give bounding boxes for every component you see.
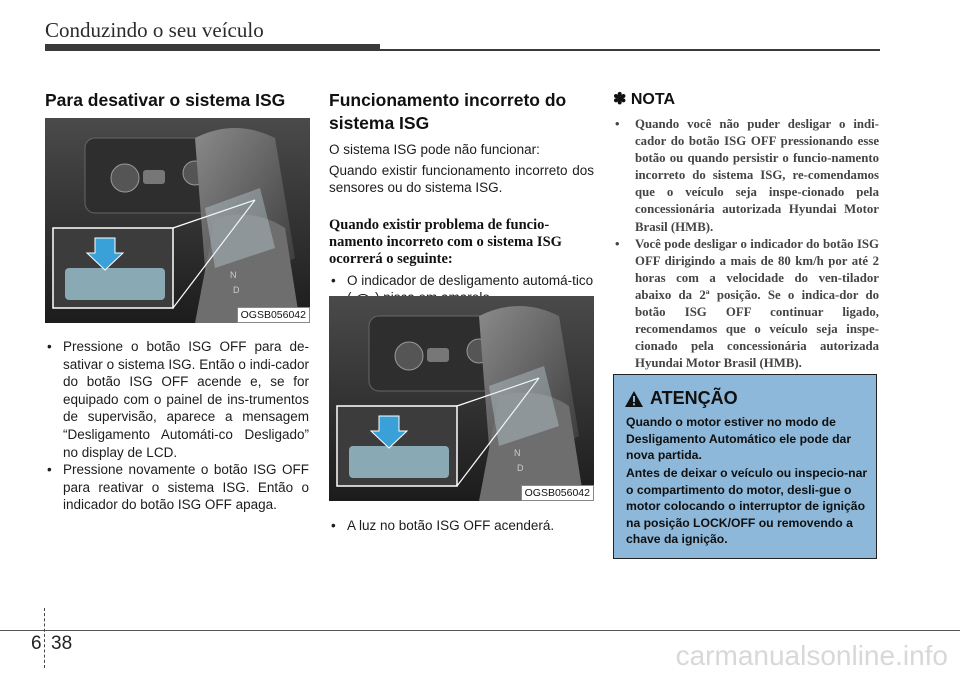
svg-text:N: N (514, 448, 521, 458)
bullet-press-isg-off: • Pressione o botão ISG OFF para de-sativar o sistema ISG. Então o indi-cador do botão ISG OFF acende e, se for equipado com o painel de ins-trumentos de supervisão, aparece a mensagem “Desligamento Automáti-co Desligado” no display de LCD. (45, 338, 309, 461)
warning-paragraph-2: Antes de deixar o veículo ou inspecio-nar o compartimento do motor, desli-gue o motor colocando o interruptor de ignição na posição LOCK/OFF ou removendo a chave da ignição. (626, 466, 868, 547)
warning-title: ATENÇÃO (650, 388, 738, 408)
nota-heading (613, 89, 879, 109)
footer-rule (0, 630, 960, 631)
warning-paragraph-1: Quando o motor estiver no modo de Desligamento Automático ele pode dar nova partida. (626, 415, 852, 463)
malfunction-subheading: Quando existir problema de funcio-namento incorreto com o sistema ISG ocorrerá o seguinte: (329, 216, 562, 267)
nota-asterisk-icon: ✽ (613, 91, 627, 108)
warning-triangle-icon (624, 390, 644, 408)
bullet-press-again: • Pressione novamente o botão ISG OFF para reativar o sistema ISG. Então o indicador do botão ISG OFF apaga. (45, 461, 309, 514)
svg-text:D: D (517, 463, 524, 473)
malfunction-intro-2: Quando existir funcionamento incorreto dos sensores ou do sistema ISG. (329, 162, 594, 196)
col2-bullet-2 (329, 517, 594, 535)
warning-box (613, 374, 877, 559)
header-rule (380, 49, 880, 51)
nota-item-1: • Quando você não puder desligar o indi-cador do botão ISG OFF pressionando esse botão ou quando persistir o funcio-namento incorreto do sistema ISG, re-comendamos que o veículo seja inspe-cionado pela concessionária autorizada Hyundai Motor Brasil (HMB). (613, 116, 879, 236)
bullet-light-on: • A luz no botão ISG OFF acenderá. (329, 517, 594, 535)
svg-text:D: D (233, 285, 240, 295)
isg-button-photo-2 (329, 296, 594, 501)
page-number: 38 (51, 633, 73, 654)
console-illustration (45, 118, 310, 323)
chapter-number: 6 (31, 633, 42, 654)
watermark: carmanualsonline.info (675, 640, 948, 671)
nota-list (613, 116, 879, 372)
image-code-label: OGSB056042 (237, 307, 310, 323)
header-bar (45, 44, 380, 51)
column-3 (613, 89, 879, 372)
malfunction-intro-1: O sistema ISG pode não funcionar: (329, 142, 540, 157)
section-heading-disable-isg: Para desativar o sistema ISG (45, 90, 286, 110)
column-2 (329, 89, 594, 310)
image-code-label-2: OGSB056042 (521, 485, 594, 501)
nota-item-2: • Você pode desligar o indicador do botão ISG OFF dirigindo a mais de 80 km/h por até 2 horas com a velocidade do ven-tilador abaixo da 2ª posição. Se o indica-dor do botão ISG OFF continuar ligado, recomendamos que o veículo seja inspe-cionado pela concessionária autorizada Hyundai Motor Brasil (HMB). (613, 236, 879, 373)
bullet-indicator-blinks: • O indicador de desligamento automá-tico (329, 272, 594, 311)
nota-title: NOTA (630, 91, 675, 108)
section-heading-malfunction: Funcionamento incorreto do sistema ISG (329, 90, 567, 133)
column-1 (45, 89, 310, 112)
svg-text:N: N (230, 270, 237, 280)
console-illustration-2 (329, 296, 594, 501)
footer-dashed-divider (44, 608, 45, 668)
isg-button-photo (45, 118, 310, 323)
col1-bullets (45, 338, 309, 514)
warning-heading (624, 388, 738, 409)
page-header-title: Conduzindo o seu veículo (45, 18, 264, 42)
